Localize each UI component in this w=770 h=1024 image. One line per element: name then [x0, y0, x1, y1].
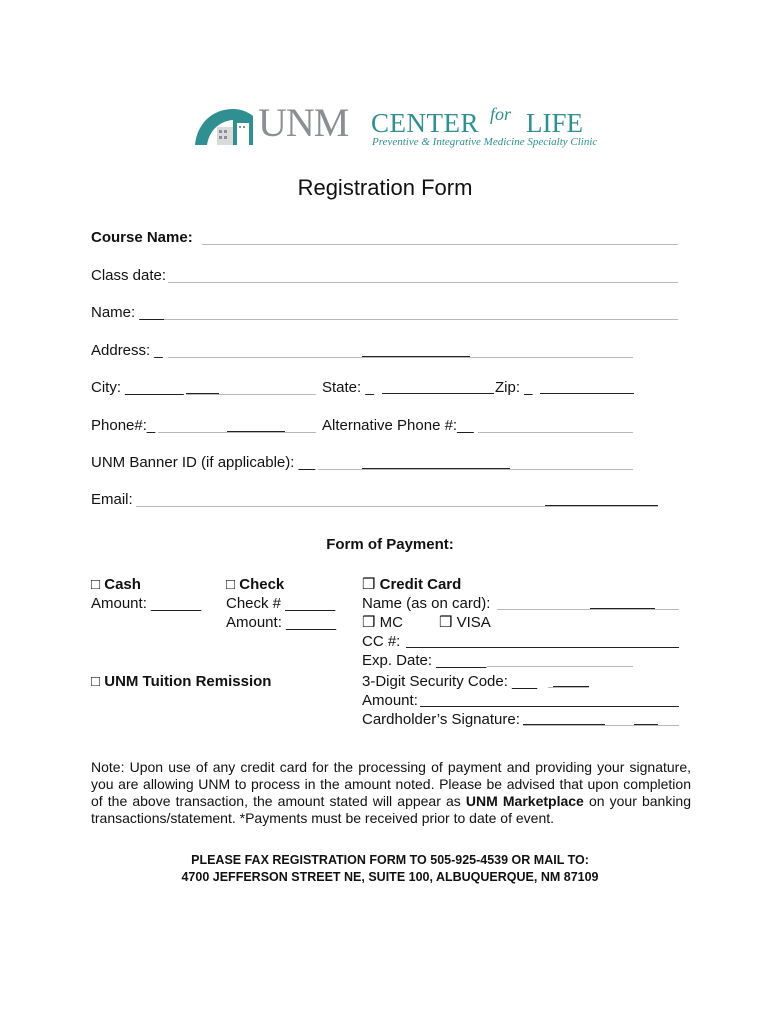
course-name-label: Course Name: — [91, 229, 193, 246]
page-title: Registration Form — [297, 175, 473, 200]
alt-phone-label: Alternative Phone #:__ — [322, 417, 474, 434]
footer-fax-line: PLEASE FAX REGISTRATION FORM TO 505-925-4539 OR MAIL TO: — [191, 853, 589, 867]
logo-for-text: for — [490, 104, 512, 124]
check-label: Check — [239, 576, 285, 593]
security-code-label: 3-Digit Security Code: ___ — [362, 673, 538, 690]
exp-date-label: Exp. Date: ______ — [362, 652, 487, 669]
name-on-card-underline — [590, 608, 655, 609]
zip-field[interactable] — [540, 393, 634, 394]
state-field[interactable] — [382, 393, 494, 394]
credit-checkbox-icon[interactable]: ❒ — [362, 576, 376, 593]
address-field[interactable] — [168, 357, 633, 358]
phone-field[interactable] — [158, 432, 316, 433]
security-code-underline — [553, 686, 589, 687]
email-label: Email: — [91, 491, 133, 508]
credit-label: Credit Card — [379, 576, 462, 593]
name-on-card-label: Name (as on card): — [362, 595, 491, 612]
alt-phone-field[interactable] — [478, 432, 633, 433]
logo-mark-icon — [193, 105, 253, 145]
city-field[interactable] — [186, 394, 316, 395]
phone-underline — [227, 431, 285, 432]
cash-option[interactable] — [91, 576, 141, 594]
class-date-field[interactable] — [168, 282, 678, 283]
banner-id-label: UNM Banner ID (if applicable): __ — [91, 454, 316, 471]
city-underline — [186, 393, 219, 394]
signature-field[interactable] — [523, 725, 679, 726]
name-on-card-field[interactable] — [497, 609, 679, 610]
check-amount: Amount: ______ — [226, 614, 337, 631]
logo-life-text: LIFE — [526, 108, 583, 138]
state-label: State: _ — [322, 379, 374, 396]
signature-underline-end — [634, 724, 658, 725]
footer-address-line: 4700 JEFFERSON STREET NE, SUITE 100, ALBUQUERQUE, NM 87109 — [181, 870, 599, 884]
cc-number-label: CC #: — [362, 633, 401, 650]
tuition-checkbox-icon[interactable]: □ — [91, 673, 101, 690]
email-underline — [545, 505, 658, 506]
zip-label: Zip: _ — [495, 379, 533, 396]
name-label: Name: ___ — [91, 304, 165, 321]
address-label: Address: _ — [91, 342, 163, 359]
banner-id-field[interactable] — [318, 469, 633, 470]
cc-amount-label: Amount: — [362, 692, 418, 709]
logo-center-text: CENTER — [371, 108, 479, 138]
check-number: Check # ______ — [226, 595, 336, 612]
security-code-field[interactable] — [548, 687, 589, 688]
cc-number-field[interactable] — [406, 647, 679, 648]
banner-id-underline — [362, 468, 510, 469]
note-text-2: on your banking transactions/statement. *Payments must be received prior to date of event. — [91, 793, 692, 826]
note-text-1: Note: Upon use of any credit card for the processing of payment and providing your signature, you are allowing UNM to process in the amount noted. Please be advised that upon completion of the above transaction, the amount stated will appear as — [91, 759, 691, 809]
name-field[interactable] — [164, 319, 678, 320]
check-checkbox-icon[interactable]: □ — [226, 576, 236, 593]
cc-amount-field[interactable] — [420, 706, 679, 707]
check-option[interactable] — [226, 576, 284, 594]
logo-tagline: Preventive & Integrative Medicine Specialty Clinic — [372, 136, 598, 148]
visa-option[interactable]: ❒ VISA — [439, 614, 491, 631]
cash-amount: Amount: ______ — [91, 595, 202, 612]
course-name-field[interactable] — [202, 244, 678, 245]
mc-option[interactable]: ❒ MC — [362, 614, 403, 631]
cash-checkbox-icon[interactable]: □ — [91, 576, 101, 593]
address-underline — [362, 356, 470, 357]
email-field[interactable] — [136, 506, 658, 507]
tuition-label: UNM Tuition Remission — [104, 673, 272, 690]
payment-heading: Form of Payment: — [326, 536, 454, 553]
class-date-label: Class date: — [91, 267, 167, 284]
cash-label: Cash — [104, 576, 141, 593]
tuition-option[interactable] — [91, 673, 271, 691]
city-label: City: _______ — [91, 379, 184, 396]
note-marketplace: UNM Marketplace — [465, 793, 584, 809]
phone-label: Phone#:_ — [91, 417, 156, 434]
payment-note — [91, 759, 691, 827]
signature-label: Cardholder’s Signature: — [362, 711, 520, 728]
logo-unm-text: UNM — [258, 100, 349, 145]
exp-date-field[interactable] — [487, 666, 633, 667]
signature-underline — [523, 724, 605, 725]
credit-card-option[interactable] — [362, 576, 461, 594]
